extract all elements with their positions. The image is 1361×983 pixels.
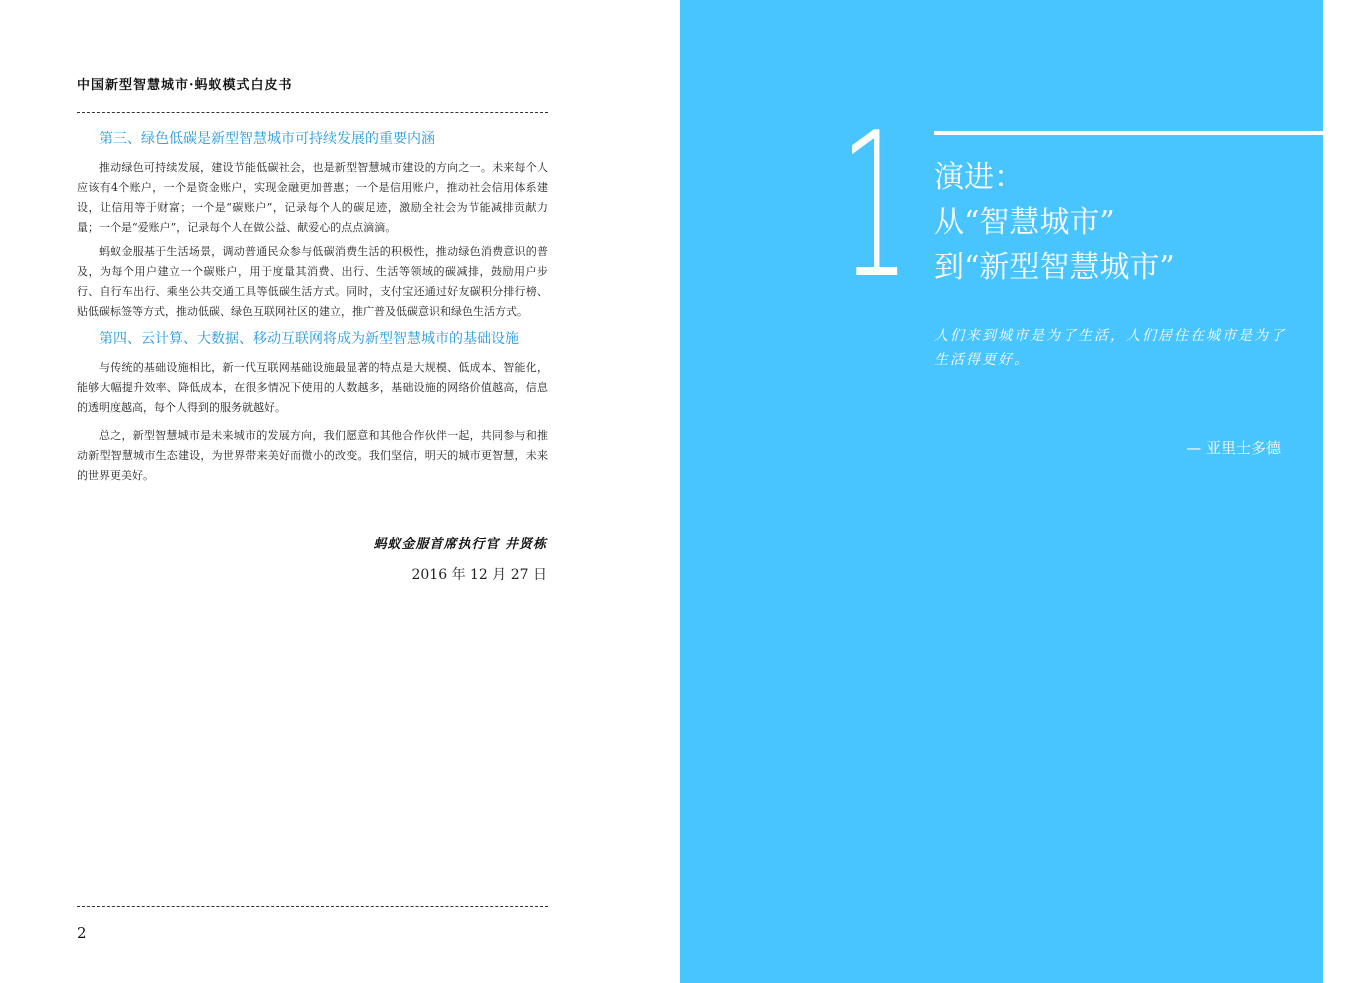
header-divider: [77, 112, 548, 113]
chapter-title-line: 从“智慧城市”: [934, 205, 1115, 240]
signature-date: 2016 年 12 月 27 日: [411, 567, 547, 583]
chapter-number: 1: [840, 90, 910, 323]
footer-divider: [77, 906, 548, 907]
signature: 蚂蚁金服首席执行官 井贤栋: [373, 537, 547, 552]
section-heading-3: 第三、绿色低碳是新型智慧城市可持续发展的重要内涵: [99, 131, 435, 147]
paragraph: 蚂蚁金服基于生活场景，调动普通民众参与低碳消费生活的积极性，推动绿色消费意识的普及，为每个用户建立一个碳账户，用于度量其消费、出行、生活等领域的碳减排，鼓励用户步行、自行车出行、乘坐公共交通工具等低碳生活方式。同时，支付宝还通过好友碳积分排行榜、贴低碳标签等方式，推动低碳、绿色互联网社区的建立，推广普及低碳意识和绿色生活方式。: [77, 245, 548, 318]
chapter-title: [934, 155, 1175, 290]
page-number: 2: [77, 924, 87, 942]
paragraph: 总之，新型智慧城市是未来城市的发展方向，我们愿意和其他合作伙伴一起，共同参与和推动新型智慧城市生态建设，为世界带来美好而微小的改变。我们坚信，明天的城市更智慧，未来的世界更美好。: [77, 429, 548, 482]
paragraph: 推动绿色可持续发展，建设节能低碳社会，也是新型智慧城市建设的方向之一。未来每个人应该有4个账户，一个是资金账户，实现金融更加普惠；一个是信用账户，推动社会信用体系建设，让信用等于财富；一个是“碳账户”，记录每个人的碳足迹，激励全社会为节能减排贡献力量；一个是“爱账户”，记录每个人在做公益、献爱心的点点滴滴。: [77, 161, 548, 234]
body-content: [77, 128, 548, 490]
title-bar-divider: [934, 131, 1323, 135]
chapter-title-line: 演进：: [934, 160, 1024, 195]
section-heading-4: 第四、云计算、大数据、移动互联网将成为新型智慧城市的基础设施: [99, 331, 519, 347]
epigraph-quote: 人们来到城市是为了生活，人们居住在城市是为了生活得更好。: [934, 328, 1286, 368]
epigraph-author: — 亚里士多德: [1186, 439, 1281, 457]
running-header: 中国新型智慧城市·蚂蚁模式白皮书: [77, 78, 293, 93]
chapter-title-line: 到“新型智慧城市”: [934, 250, 1175, 285]
chapter-cover-page: [680, 0, 1323, 983]
left-page: [0, 0, 680, 983]
paragraph: 与传统的基础设施相比，新一代互联网基础设施最显著的特点是大规模、低成本、智能化，能够大幅提升效率、降低成本，在很多情况下使用的人数越多，基础设施的网络价值越高，信息的透明度越高，每个人得到的服务就越好。: [77, 361, 548, 414]
